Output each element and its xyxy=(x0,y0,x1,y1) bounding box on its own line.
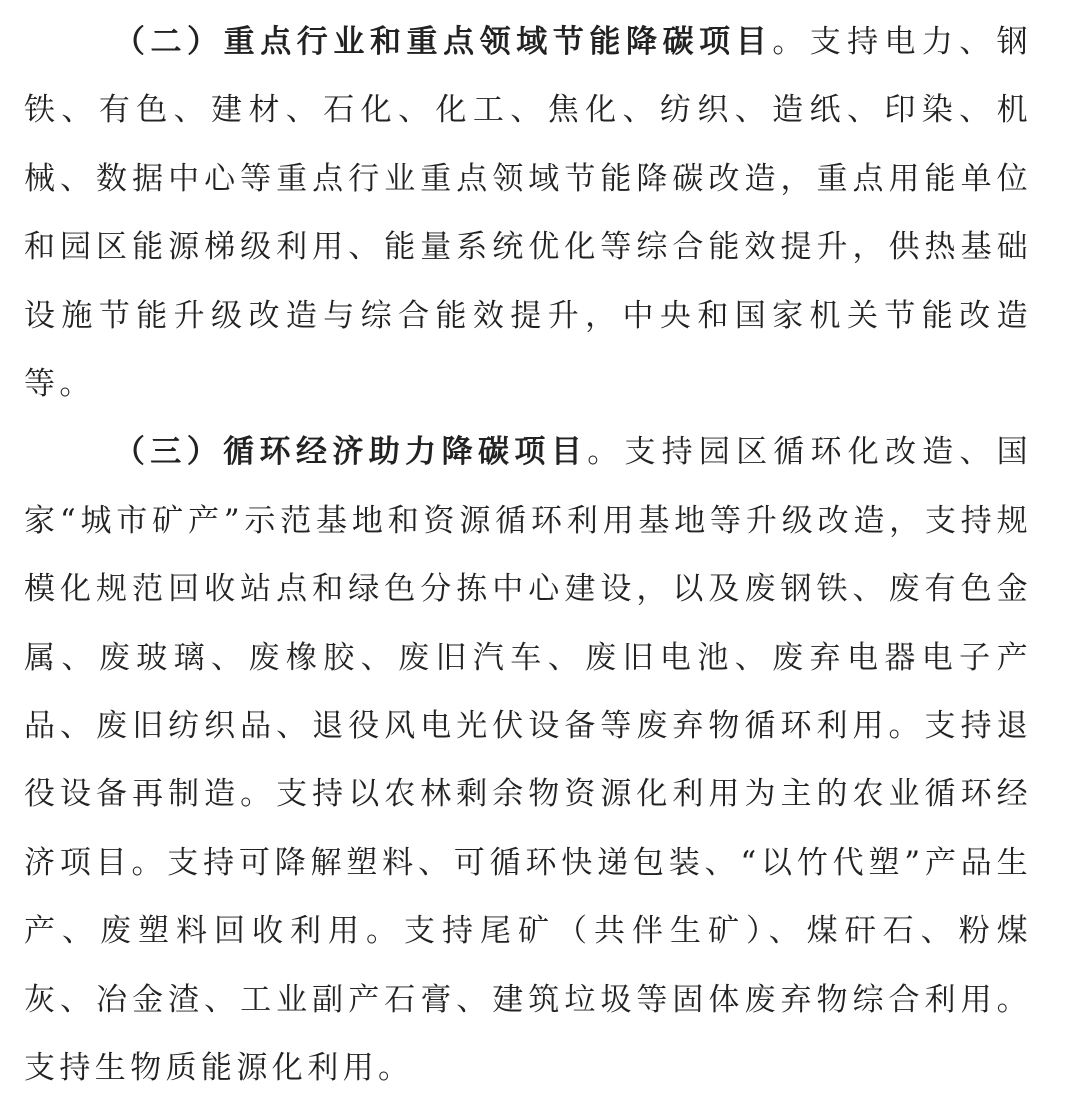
section-heading-3: （三）循环经济助力降碳项目 xyxy=(113,434,588,471)
document-body xyxy=(24,8,1032,1103)
paragraph-text: 。支持园区循环化改造、国家“城市矿产”示范基地和资源循环利用基地等升级改造，支持规模化规范回收站点和绿色分拣中心建设，以及废钢铁、废有色金属、废玻璃、废橡胶、废旧汽车、废旧电池、废弃电器电子产品、废旧纺织品、退役风电光伏设备等废弃物循环利用。支持退役设备再制造。支持以农林剩余物资源化利用为主的农业循环经济项目。支持可降解塑料、可循环快递包装、“以竹代塑”产品生产、废塑料回收利用。支持尾矿（共伴生矿）、煤矸石、粉煤灰、冶金渣、工业副产石膏、建筑垃圾等固体废弃物综合利用。支持生物质能源化利用。 xyxy=(24,434,1032,1087)
paragraph-text: 。支持电力、钢铁、有色、建材、石化、化工、焦化、纺织、造纸、印染、机械、数据中心等重点行业重点领域节能降碳改造，重点用能单位和园区能源梯级利用、能量系统优化等综合能效提升，供热基础设施节能升级改造与综合能效提升，中央和国家机关节能改造等。 xyxy=(24,24,1032,403)
paragraph-key-industries xyxy=(24,8,1032,418)
section-heading-2: （二）重点行业和重点领域节能降碳项目 xyxy=(113,24,773,60)
paragraph-circular-economy xyxy=(24,418,1032,1102)
